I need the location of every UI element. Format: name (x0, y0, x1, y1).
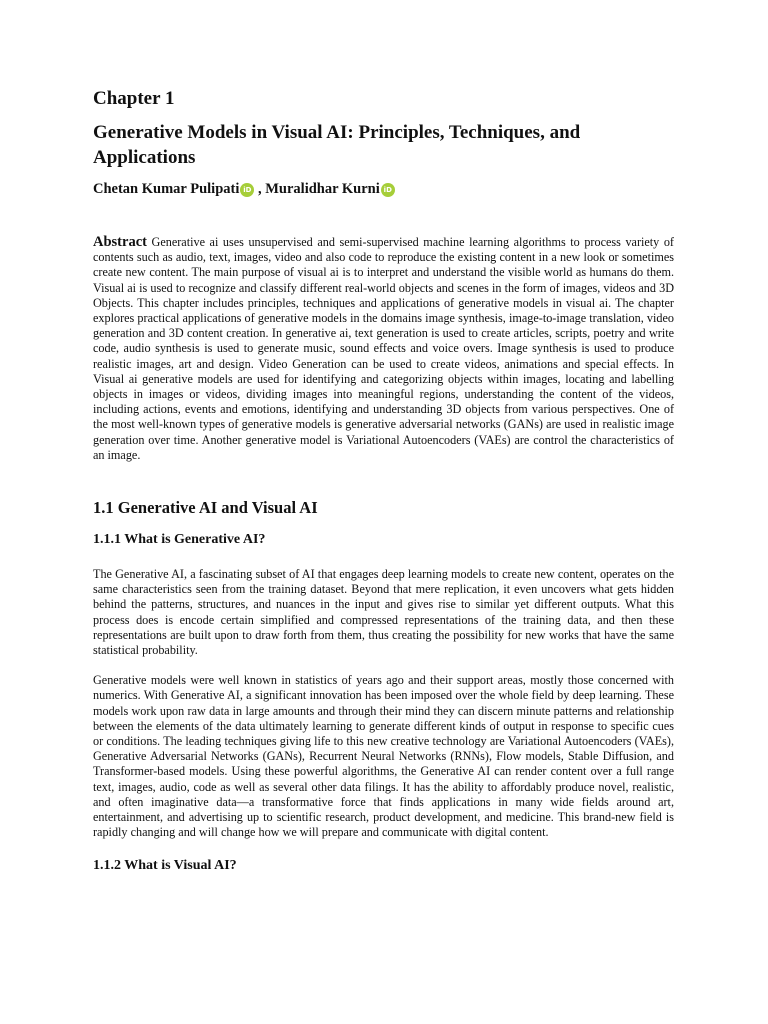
chapter-title: Generative Models in Visual AI: Principles, Techniques, and Applications (93, 122, 581, 168)
chapter-label: Chapter 1 (93, 88, 175, 109)
subsection-heading-1-1-2: 1.1.2 What is Visual AI? (93, 857, 237, 873)
body-paragraph: The Generative AI, a fascinating subset of AI that engages deep learning models to create new content, operates on the same characteristics seen from the training dataset. Beyond that mere replication, it even uncovers what gets hidden behind the patterns, structures, and nuances in the input and gives rise to similar yet different outputs. What this process does is encode certain simplified and compressed representations of the training data, and then these representations are built upon to draw forth from them, thus creating the possibility for new works that have the same statistical probability. (93, 567, 674, 658)
author-separator: , (254, 181, 266, 197)
author-line (93, 179, 674, 199)
abstract-text: Generative ai uses unsupervised and semi-supervised machine learning algorithms to process variety of contents such as audio, text, images, video and also code to reproduce the existing content in a new look or sometimes create new content. The main purpose of visual ai is to interpret and understand the visible world as humans do them. Visual ai is used to recognize and classify different real-world objects and scenes in the form of images, videos and 3D Objects. This chapter includes principles, techniques and applications of generative models in visual ai. The chapter explores practical applications of generative models in the domains image synthesis, image-to-image translation, video generation and 3D content creation. In generative ai, text generation is used to create articles, scripts, poetry and write code, audio synthesis is used to generate music, sound effects and voice overs. Image synthesis is used to produce realistic images, art and design. Video Generation can be used to create videos, animations and special effects. In Visual ai generative models are used for identifying and categorizing objects within images, locating and labelling objects in images or videos, dividing images into meaningful regions, understanding the content of the videos, including actions, events and emotions, identifying and understanding 3D objects from various perspectives. One of the most well-known types of generative models is generative adversarial networks (GANs) are used in realistic image generation over time. Another generative model is Variational Autoencoders (VAEs) are control the characteristics of an image. (93, 235, 674, 462)
author-name-1: Chetan Kumar Pulipati (93, 181, 240, 197)
section-heading-1-1: 1.1 Generative AI and Visual AI (93, 498, 318, 518)
document-page (93, 88, 674, 875)
author-name-2: Muralidhar Kurni (265, 181, 380, 197)
abstract (93, 235, 674, 463)
body-paragraph: Generative models were well known in statistics of years ago and their support areas, mostly those concerned with numerics. With Generative AI, a significant innovation has been imposed over the whole field by deep learning. These models work upon raw data in large amounts and through their mind they can discern minute patterns and relationship between the elements of the data ultimately learning to generate different kinds of output in response to specific cues or conditions. The leading techniques giving life to this new creative technology are Variational Autoencoders (VAEs), Generative Adversarial Networks (GANs), Recurrent Neural Networks (RNNs), Flow models, Stable Diffusion, and Transformer-based models. Using these powerful algorithms, the Generative AI can render content over a full range text, images, audio, code as well as several other data filings. It has the ability to affordably produce novel, realistic, and often imaginative data—a transformative force that finds applications in many wide fields around art, entertainment, and advertising up to scientific research, product development, and medicine. This brand-new field is rapidly changing and will change how we will prepare and communicate with digital content. (93, 673, 674, 840)
orcid-icon[interactable]: iD (381, 183, 395, 197)
orcid-icon[interactable]: iD (240, 183, 254, 197)
subsection-heading-1-1-1: 1.1.1 What is Generative AI? (93, 532, 266, 548)
abstract-label: Abstract (93, 234, 147, 250)
